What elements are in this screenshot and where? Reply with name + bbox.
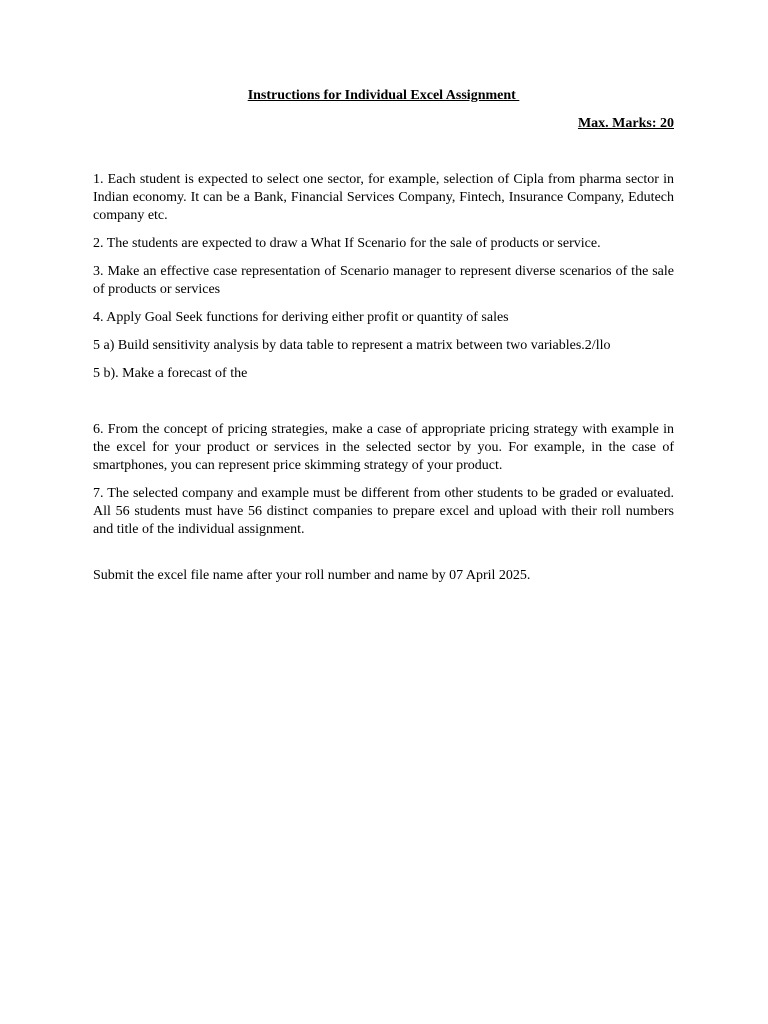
instruction-list (93, 171, 674, 539)
instruction-item-1: 1. Each student is expected to select one sector, for example, selection of Cipla from pharma sector in Indian economy. It can be a Bank, Financial Services Company, Fintech, Insurance Company, Edutech company etc. (93, 172, 674, 223)
instruction-item-6: 6. From the concept of pricing strategies, make a case of appropriate pricing strategy with example in the excel for your product or services in the selected sector by you. For example, in the case of smartphones, you can represent price skimming strategy of your product. (93, 422, 674, 473)
instruction-item-2: 2. The students are expected to draw a What If Scenario for the sale of products or service. (93, 236, 601, 251)
instruction-item-3: 3. Make an effective case representation of Scenario manager to represent diverse scenarios of the sale of products or services (93, 264, 674, 297)
instruction-item-4: 4. Apply Goal Seek functions for deriving either profit or quantity of sales (93, 310, 509, 325)
instruction-item-7: 7. The selected company and example must be different from other students to be graded or evaluated. All 56 students must have 56 distinct companies to prepare excel and upload with their roll numbers and title of the individual assignment. (93, 486, 674, 537)
submission-note: Submit the excel file name after your roll number and name by 07 April 2025. (93, 568, 531, 583)
assignment-title: Instructions for Individual Excel Assignment (247, 88, 520, 103)
max-marks: Max. Marks: 20 (577, 116, 674, 131)
document-body (93, 87, 674, 599)
instruction-item-5a: 5 a) Build sensitivity analysis by data table to represent a matrix between two variables.2/llo (93, 338, 611, 353)
instruction-item-5b: 5 b). Make a forecast of the (93, 366, 248, 381)
